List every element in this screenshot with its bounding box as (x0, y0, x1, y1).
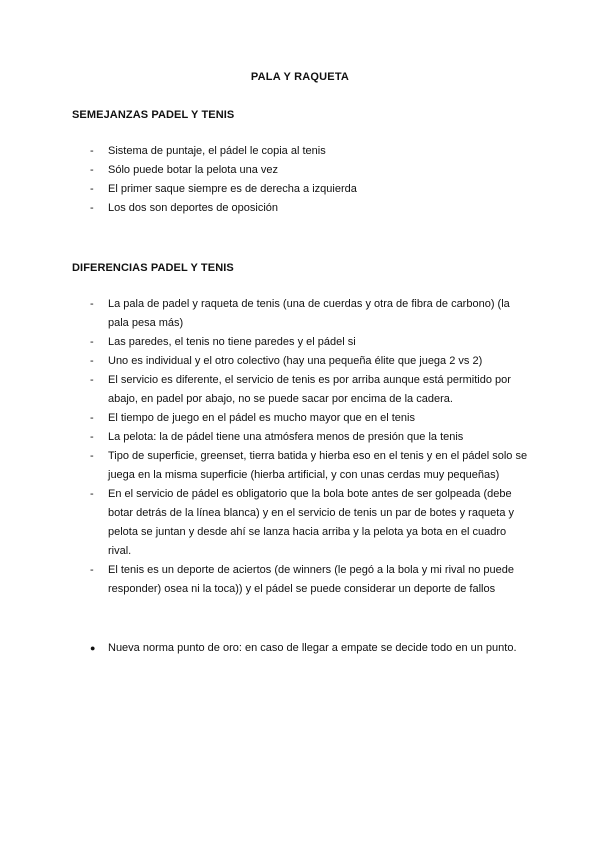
dash-marker: - (90, 164, 94, 176)
list-item-text: La pala de padel y raqueta de tenis (una de cuerdas y otra de fibra de carbono) (la pala pesa más) (108, 298, 510, 329)
dash-marker: - (90, 412, 94, 424)
bullet-icon: ● (90, 643, 96, 653)
list-item (90, 333, 530, 352)
list-item-text: Los dos son deportes de oposición (108, 202, 279, 214)
list-item-text: El tenis es un deporte de aciertos (de winners (le pegó a la bola y mi rival no puede responder) osea ni la toca)) y el pádel se puede considerar un deporte de fallos (108, 564, 515, 595)
dash-marker: - (90, 202, 94, 214)
list-item-text: En el servicio de pádel es obligatorio que la bola bote antes de ser golpeada (debe botar detrás de la línea blanca) y en el servicio de tenis un par de botes y raqueta y pelota se juntan y desde ahí se lanza hacia arriba y la pelota ya bota en el cuadro rival. (108, 488, 515, 557)
list-item (90, 161, 530, 180)
dash-marker: - (90, 564, 94, 576)
list-item-text: La pelota: la de pádel tiene una atmósfera menos de presión que la tenis (108, 431, 464, 443)
list-item (90, 485, 530, 561)
dash-marker: - (90, 431, 94, 443)
dash-marker: - (90, 336, 94, 348)
list-item-text: Sólo puede botar la pelota una vez (108, 164, 279, 176)
list-item (90, 428, 530, 447)
list-item-text: Sistema de puntaje, el pádel le copia al tenis (108, 145, 326, 157)
note-list (90, 639, 530, 658)
list-item-text: El servicio es diferente, el servicio de tenis es por arriba aunque está permitido por abajo, en padel por abajo, no se puede sacar por encima de la cadera. (108, 374, 511, 405)
list-item-text: El tiempo de juego en el pádel es mucho mayor que en el tenis (108, 412, 415, 424)
list-item (90, 199, 530, 218)
list-item-text: Uno es individual y el otro colectivo (hay una pequeña élite que juega 2 vs 2) (108, 355, 483, 367)
list-item (90, 561, 530, 599)
list-item (90, 295, 530, 333)
list-item-text: Tipo de superficie, greenset, tierra batida y hierba eso en el tenis y en el pádel solo se juega en la misma superficie (hierba artificial, y con unas cerdas muy pequeñas) (108, 450, 528, 481)
section-heading-similarities: SEMEJANZAS PADEL Y TENIS (72, 109, 235, 121)
dash-marker: - (90, 145, 94, 157)
dash-marker: - (90, 355, 94, 367)
list-item-text: El primer saque siempre es de derecha a izquierda (108, 183, 357, 195)
list-item (90, 180, 530, 199)
list-item-text: Las paredes, el tenis no tiene paredes y el pádel si (108, 336, 356, 348)
similarities-list (90, 142, 530, 218)
list-item (90, 447, 530, 485)
list-item (90, 409, 530, 428)
list-item (90, 639, 530, 658)
list-item-text: Nueva norma punto de oro: en caso de llegar a empate se decide todo en un punto. (108, 642, 517, 654)
dash-marker: - (90, 298, 94, 310)
document-title: PALA Y RAQUETA (250, 71, 350, 83)
dash-marker: - (90, 488, 94, 500)
section-heading-differences: DIFERENCIAS PADEL Y TENIS (72, 262, 234, 274)
dash-marker: - (90, 183, 94, 195)
list-item (90, 142, 530, 161)
differences-list (90, 295, 530, 599)
dash-marker: - (90, 450, 94, 462)
dash-marker: - (90, 374, 94, 386)
list-item (90, 371, 530, 409)
list-item (90, 352, 530, 371)
